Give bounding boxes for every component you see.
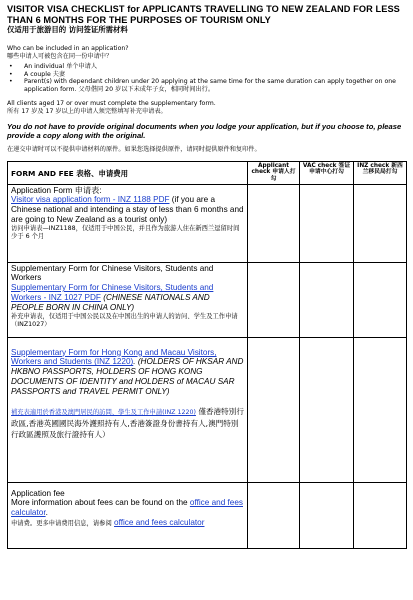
vac-check-box[interactable] — [300, 337, 354, 482]
who-question-chinese: 哪些申请人可被包含在同一份申请中？ — [7, 53, 113, 61]
fee-chinese — [11, 518, 244, 529]
page-title-chinese: 仅适用于旅游目的 访问签证所需材料 — [7, 25, 128, 35]
applicant-type-list — [7, 63, 406, 93]
table-row — [8, 482, 407, 548]
applicant-check-box[interactable] — [248, 482, 300, 548]
fee-period: . — [45, 508, 48, 518]
page-title: VISITOR VISA CHECKLIST for APPLICANTS TRAVELLING TO NEW ZEALAND FOR LESS THAN 6 MONTHS FOR THE PURPOSES OF TOURISM ONLY — [7, 4, 400, 25]
table-row — [8, 184, 407, 262]
supp-hk-condition: . (HOLDERS OF HKSAR AND HKBNO PASSPORTS, HOLDERS OF HONG KONG DOCUMENTS OF IDENTITY and HOLDERS of MACAU SAR PASSPORTS and TRAVEL PERMIT ONLY) — [11, 357, 244, 396]
inz-check-box[interactable] — [354, 337, 407, 482]
vac-check-box[interactable] — [300, 184, 354, 262]
visitor-visa-form-link[interactable]: Visitor visa application form - INZ 1188 PDF — [11, 195, 170, 205]
fees-calculator-link-chinese[interactable]: office and fees calculator — [114, 517, 205, 527]
applicant-check-box[interactable] — [248, 262, 300, 337]
inz-check-box[interactable] — [354, 482, 407, 548]
header-applicant-check: Applicant check 申请人打勾 — [248, 161, 300, 184]
supp-chinese-cell — [8, 262, 248, 337]
application-form-cell — [8, 184, 248, 262]
supp-chinese-condition: (CHINESE NATIONALS AND PEOPLE BORN IN CHINA ONLY) — [11, 292, 210, 312]
application-form-body — [11, 195, 244, 224]
supp-hk-cell — [8, 337, 248, 482]
fee-cell — [8, 482, 248, 548]
supp-chinese-body — [11, 283, 244, 312]
application-form-condition: (if you are a Chinese national and intending a stay of less than 6 months and are going to New Zealand as a tourist only) — [11, 195, 244, 224]
application-form-label: Application Form 申请表: — [11, 185, 102, 195]
list-item: • Parent(s) with dependant children under 20 applying at the same time for the same duration can apply together on one application form. 父母偕同 20 岁以下未成年子女，相同时间出行。 — [7, 78, 406, 93]
supp-chinese-label: Supplementary Form for Chinese Visitors, Students and Workers — [11, 263, 214, 283]
supp-chinese-chinese: 补充申请表，仅适用于中国公民以及在中国出生的申请人的访问、学生及工作申请（INZ1027） — [11, 312, 238, 329]
application-form-chinese: 访问申请表—INZ1188，仅适用于中国公民，并且作为旅游人住在新西兰逗留时间少于 6 个月 — [11, 224, 240, 241]
header-form-and-fee: FORM AND FEE 表格、申请费用 — [8, 161, 248, 184]
fees-calculator-link[interactable]: office and fees calculator — [11, 498, 243, 518]
supp-hk-body — [11, 348, 244, 397]
table-header-row — [8, 161, 407, 184]
vac-check-box[interactable] — [300, 262, 354, 337]
table-row — [8, 262, 407, 337]
vac-check-box[interactable] — [300, 482, 354, 548]
originals-note-chinese: 在递交申请时可以不提供申请材料的原件。如果您选择提供原件，请同时提供原件和复印件。 — [7, 145, 261, 153]
header-vac-check: VAC check 签证申请中心打勾 — [300, 161, 354, 184]
inz-check-box[interactable] — [354, 184, 407, 262]
list-item: • A couple 夫妻 — [7, 71, 406, 79]
checklist-table — [7, 161, 407, 549]
supplementary-note: All clients aged 17 or over must complete the supplementary form. — [7, 99, 216, 107]
supp-hk-chinese-link[interactable]: 補充表適用於香港及澳門居民的訪問、學生及工作申請(INZ 1220) — [11, 408, 196, 416]
supp-chinese-form-link[interactable]: Supplementary Form for Chinese Visitors, Students and Workers - INZ 1027 PDF — [11, 283, 214, 302]
list-item: • An individual 单个申请人 — [7, 63, 406, 71]
fee-label: Application fee — [11, 488, 65, 498]
fee-text: More information about fees can be found on the — [11, 498, 188, 508]
fee-body — [11, 498, 244, 518]
who-question: Who can be included in an application? — [7, 45, 129, 53]
originals-note: You do not have to provide original documents when you lodge your application, but if you choose to, please provide a copy along with the original. — [7, 121, 402, 140]
inz-check-box[interactable] — [354, 262, 407, 337]
header-inz-check: INZ check 新西兰移民局打勾 — [354, 161, 407, 184]
table-row — [8, 337, 407, 482]
supp-hk-form-link[interactable]: Supplementary Form for Hong Kong and Macau Visitors, Workers and Students (INZ 1220) — [11, 347, 217, 367]
supplementary-note-chinese: 所有 17 岁及 17 岁以上的申请人须完整填写补充申请表。 — [7, 107, 167, 115]
supp-hk-chinese-text: 僅香港特別行政區,香港英國國民海外護照持有人,香港簽證身份書持有人,澳門特別行政區護照及旅行證持有人） — [11, 406, 244, 439]
applicant-check-box[interactable] — [248, 184, 300, 262]
fee-chinese-text: 申请费。更多申请费用信息，请参阅 — [11, 519, 112, 527]
applicant-check-box[interactable] — [248, 337, 300, 482]
supp-hk-chinese — [11, 406, 244, 440]
